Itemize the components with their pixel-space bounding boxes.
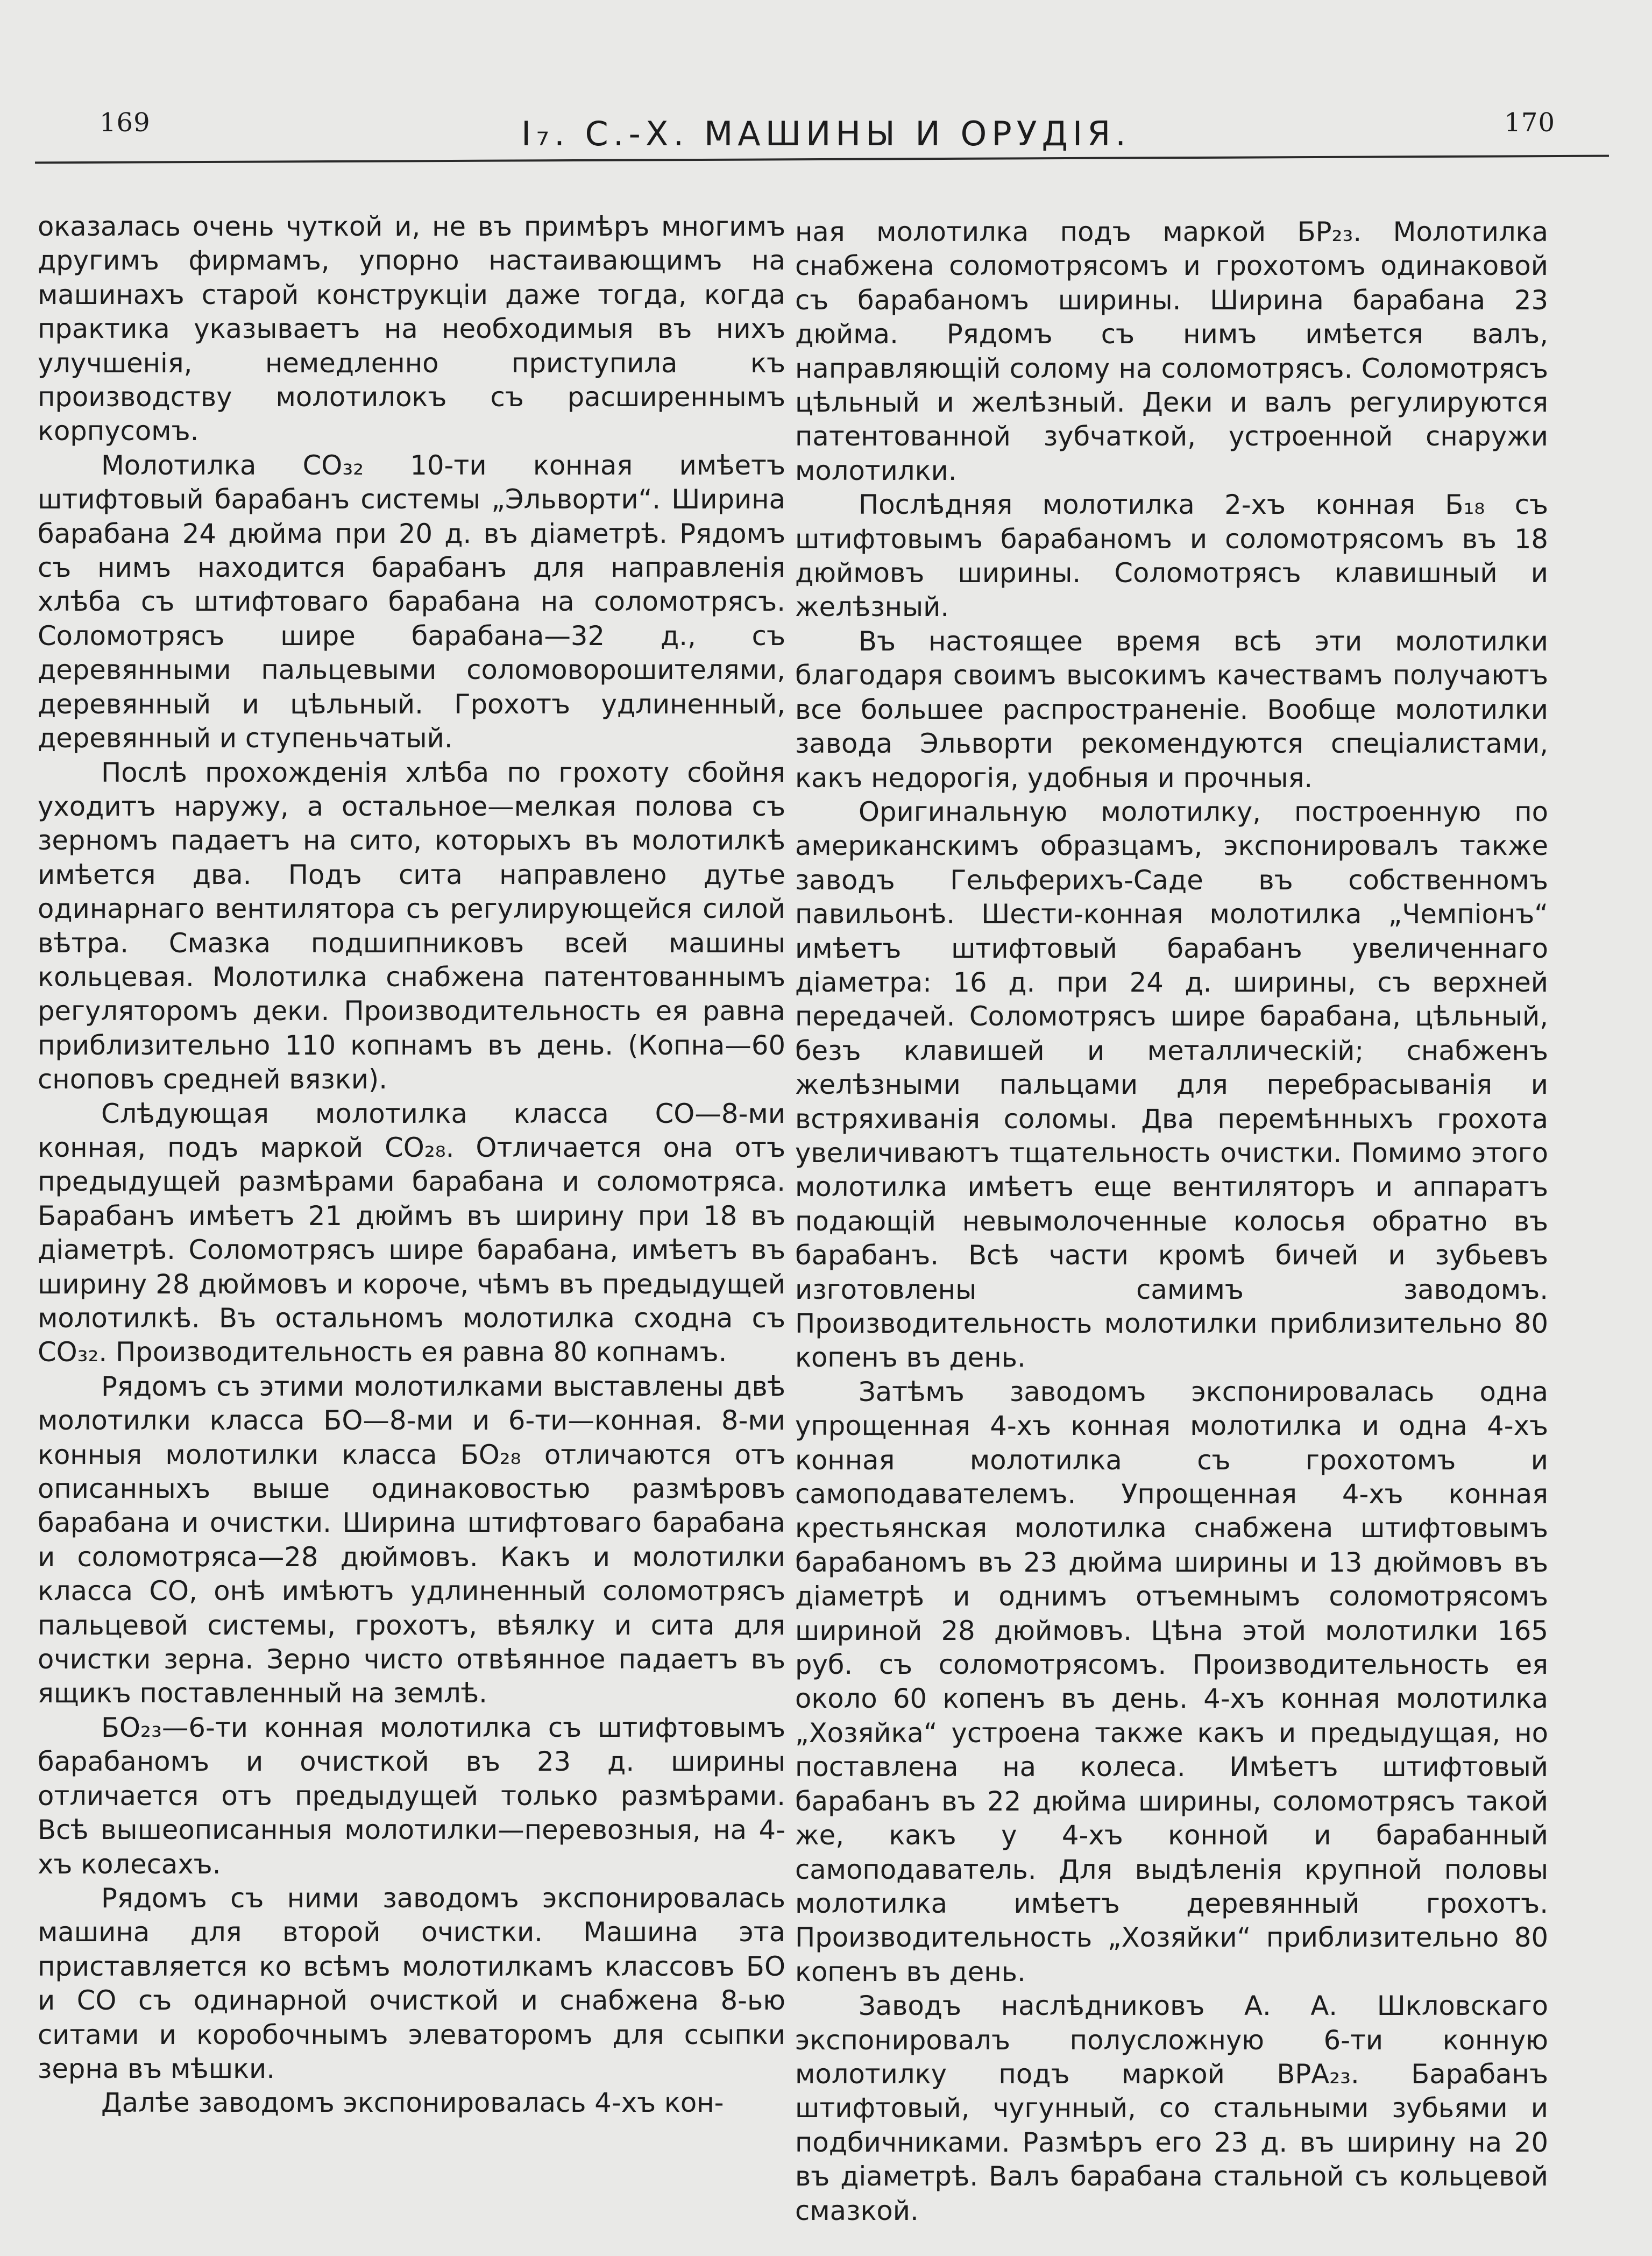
paragraph: Рядомъ съ ними заводомъ экспонировалась машина для второй очистки. Машина эта приставляется ко всѣмъ молотилкамъ классовъ БО и CO съ одинарной очисткой и снабжена 8-ью ситами и коробочнымъ элеваторомъ для ссыпки зерна въ мѣшки. — [38, 1882, 785, 2084]
paragraph: Послѣдняя молотилка 2-хъ конная Б₁₈ съ штифтовымъ барабаномъ и соломотрясомъ въ 18 дюймовъ ширины. Соломотрясъ клавишный и желѣзный. — [795, 489, 1548, 623]
paragraph: Затѣмъ заводомъ экспонировалась одна упрощенная 4-хъ конная молотилка и одна 4-хъ конная молотилка съ грохотомъ и самоподавателемъ. Упрощенная 4-хъ конная крестьянская молотилка снабжена штифтовымъ барабаномъ въ 23 дюйма ширины и 13 дюймовъ въ діаметрѣ и однимъ отъемнымъ соломотрясомъ шириной 28 дюймовъ. Цѣна этой молотилки 165 руб. съ соломотрясомъ. Производительность ея около 60 копенъ въ день. 4-хъ конная молотилка „Хозяйка“ устроена также какъ и предыдущая, но поставлена на колеса. Имѣетъ штифтовый барабанъ въ 22 дюйма ширины, соломотрясъ такой же, какъ у 4-хъ конной и барабанный самоподаватель. Для выдѣленія крупной половы молотилка имѣетъ деревянный грохотъ. Производительность „Хозяйки“ приблизительно 80 копенъ въ день. — [795, 1376, 1548, 1988]
right-column — [795, 215, 1548, 2228]
paragraph: БО₂₃—6-ти конная молотилка съ штифтовымъ барабаномъ и очисткой въ 23 д. ширины отличается отъ предыдущей только размѣрами. Всѣ вышеописанныя молотилки—перевозныя, на 4-хъ колесахъ. — [38, 1712, 785, 1880]
running-header — [32, 97, 1620, 161]
page-number-left: 169 — [100, 108, 151, 138]
paragraph: ная молотилка подъ маркой БР₂₃. Молотилка снабжена соломотрясомъ и грохотомъ одинаковой съ барабаномъ ширины. Ширина барабана 23 дюйма. Рядомъ съ нимъ имѣется валъ, направляющій солому на соломотрясъ. Соломотрясъ цѣльный и желѣзный. Деки и валъ регулируются патентованной зубчаткой, устроенной снаружи молотилки. — [795, 216, 1548, 486]
paragraph: Въ настоящее время всѣ эти молотилки благодаря своимъ высокимъ качествамъ получаютъ все большее распространеніе. Вообще молотилки завода Эльворти рекомендуются спеціалистами, какъ недорогія, удобныя и прочныя. — [795, 625, 1548, 794]
paragraph: Слѣдующая молотилка класса CO—8-ми конная, подъ маркой CO₂₈. Отличается она отъ предыдущей размѣрами барабана и соломотряса. Барабанъ имѣетъ 21 дюймъ въ ширину при 18 въ діаметрѣ. Соломотрясъ шире барабана, имѣетъ въ ширину 28 дюймовъ и короче, чѣмъ въ предыдущей молотилкѣ. Въ остальномъ молотилка сходна съ CO₃₂. Производительность ея равна 80 копнамъ. — [38, 1098, 785, 1368]
page-number-right: 170 — [1504, 108, 1555, 138]
page-title: I₇. С.-Х. МАШИНЫ И ОРУДІЯ. — [521, 114, 1131, 153]
paragraph: Заводъ наслѣдниковъ А. А. Шкловскаго экспонировалъ полусложную 6-ти конную молотилку подъ маркой ВРА₂₃. Барабанъ штифтовый, чугунный, со стальными зубьями и подбичниками. Размѣръ его 23 д. въ ширину на 20 въ діаметрѣ. Валъ барабана стальной съ кольцевой смазкой. — [795, 1990, 1548, 2226]
paragraph: Молотилка CO₃₂ 10-ти конная имѣетъ штифтовый барабанъ системы „Эльворти“. Ширина барабана 24 дюйма при 20 д. въ діаметрѣ. Рядомъ съ нимъ находится барабанъ для направленія хлѣба съ штифтоваго барабана на соломотрясъ. Соломотрясъ шире барабана—32 д., съ деревянными пальцевыми соломоворошителями, деревянный и цѣльный. Грохотъ удлиненный, деревянный и ступеньчатый. — [38, 449, 785, 754]
left-column — [38, 210, 785, 2120]
paragraph: Далѣе заводомъ экспонировалась 4-хъ кон- — [101, 2087, 724, 2119]
paragraph: оказалась очень чуткой и, не въ примѣръ многимъ другимъ фирмамъ, упорно настаивающимъ на машинахъ старой конструкціи даже тогда, когда практика указываетъ на необходимыя въ нихъ улучшенія, немедленно приступила къ производству молотилокъ съ расширеннымъ корпусомъ. — [38, 211, 785, 447]
paragraph: Оригинальную молотилку, построенную по американскимъ образцамъ, экспонировалъ также заводъ Гельферихъ-Саде въ собственномъ павильонѣ. Шести-конная молотилка „Чемпіонъ“ имѣетъ штифтовый барабанъ увеличеннаго діаметра: 16 д. при 24 д. ширины, съ верхней передачей. Соломотрясъ шире барабана, цѣльный, безъ клавишей и металлическій; снабженъ желѣзными пальцами для перебрасыванія и встряхиванія соломы. Два перемѣнныхъ грохота увеличиваютъ тщательность очистки. Помимо этого молотилка имѣетъ еще вентиляторъ и аппаратъ подающій невымолоченные колосья обратно въ барабанъ. Всѣ части кромѣ бичей и зубьевъ изготовлены самимъ заводомъ. Производительность молотилки приблизительно 80 копенъ въ день. — [795, 796, 1548, 1374]
paragraph: Послѣ прохожденія хлѣба по грохоту сбойня уходитъ наружу, а остальное—мелкая полова съ зерномъ падаетъ на сито, которыхъ въ молотилкѣ имѣется два. Подъ сита направлено дутье одинарнаго вентилятора съ регулирующейся силой вѣтра. Смазка подшипниковъ всей машины кольцевая. Молотилка снабжена патентованнымъ регуляторомъ деки. Производительность ея равна приблизительно 110 копнамъ въ день. (Копна—60 сноповъ средней вязки). — [38, 756, 785, 1095]
paragraph: Рядомъ съ этими молотилками выставлены двѣ молотилки класса БО—8-ми и 6-ти—конная. 8-ми конныя молотилки класса БО₂₈ отличаются отъ описанныхъ выше одинаковостью размѣровъ барабана и очистки. Ширина штифтоваго барабана и соломотряса—28 дюймовъ. Какъ и молотилки класса CO, онѣ имѣютъ удлиненный соломотрясъ пальцевой системы, грохотъ, вѣялку и сита для очистки зерна. Зерно чисто отвѣянное падаетъ въ ящикъ поставленный на землѣ. — [38, 1370, 785, 1709]
